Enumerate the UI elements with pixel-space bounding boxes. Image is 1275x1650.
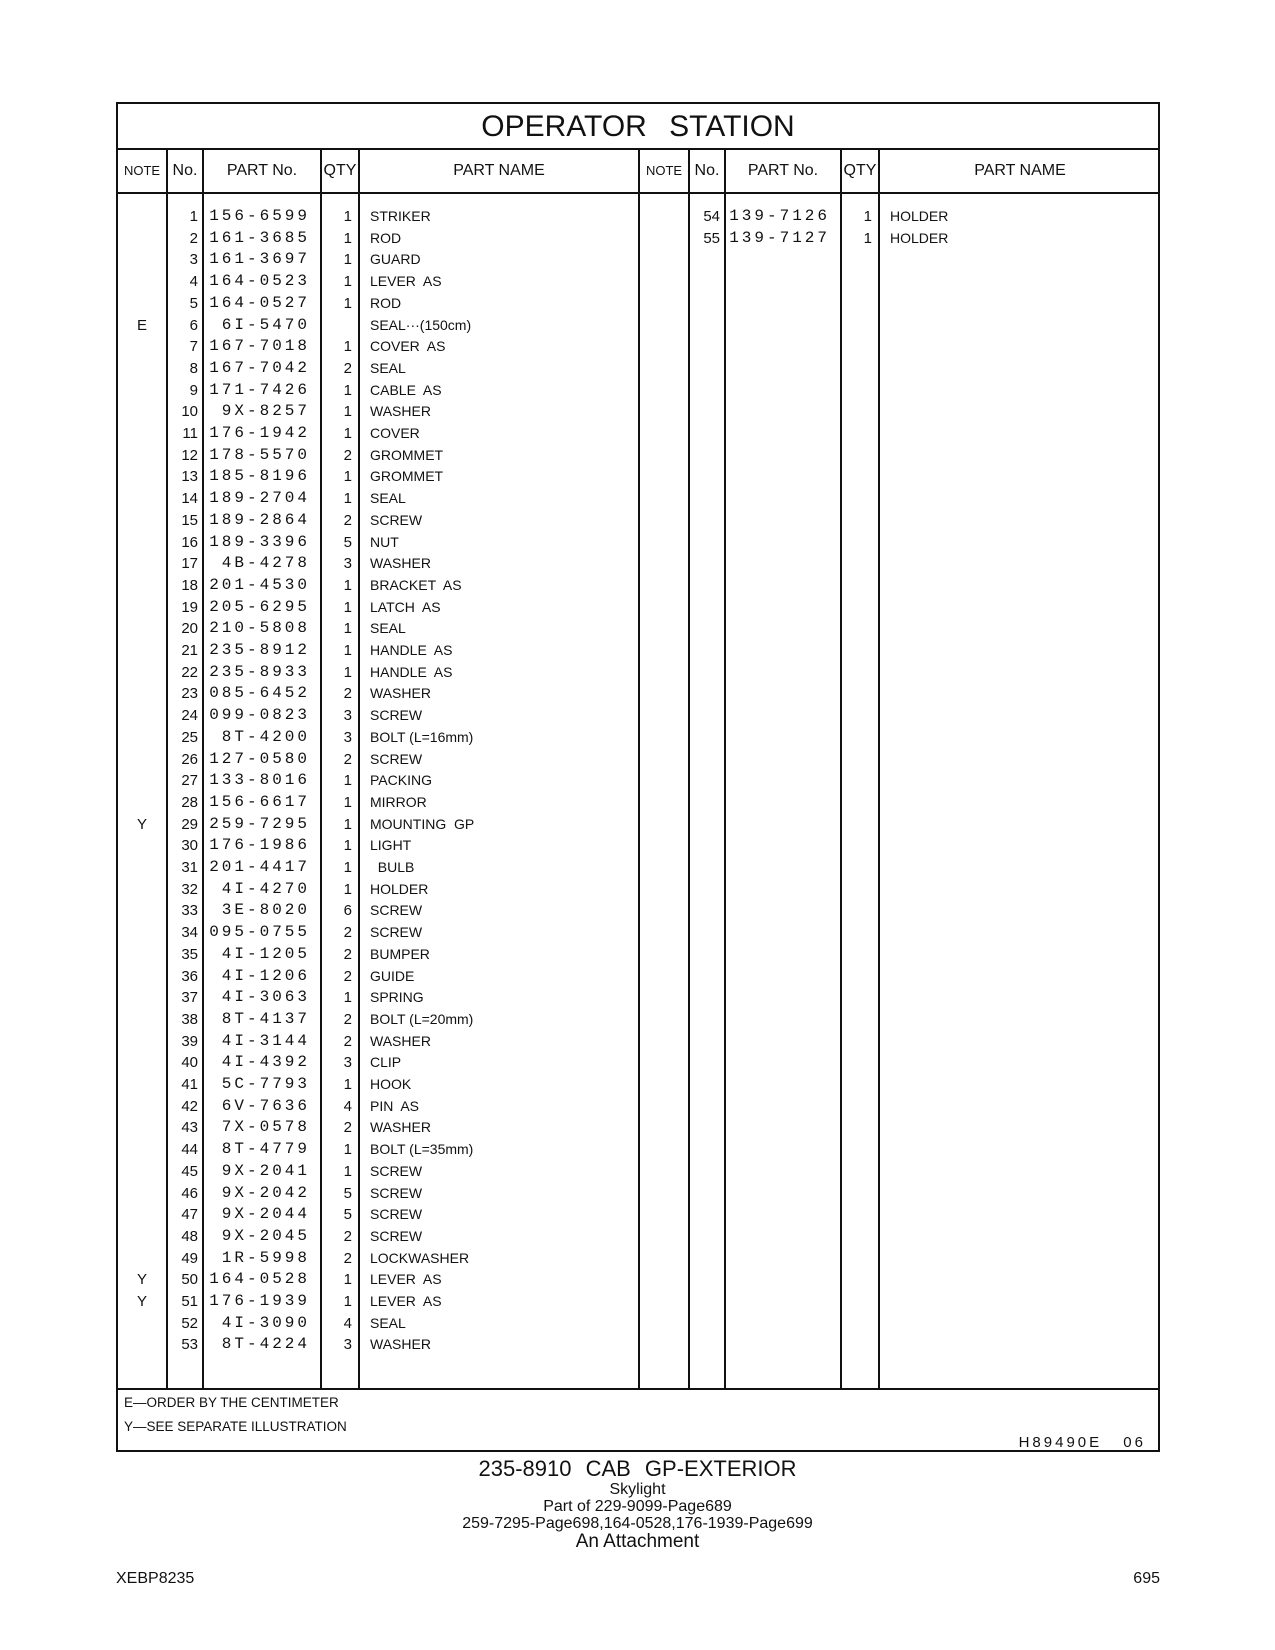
left-row-pn: 189-2864 bbox=[209, 510, 310, 529]
left-row-note bbox=[118, 770, 166, 791]
left-row-qty: 2 bbox=[343, 967, 352, 985]
left-row-no: 45 bbox=[181, 1162, 198, 1180]
left-row-name: SEAL bbox=[370, 620, 406, 637]
left-row-qty: 1 bbox=[343, 859, 352, 876]
left-row-note bbox=[118, 423, 166, 444]
left-row-note bbox=[118, 879, 166, 900]
left-row-pn: 9X-2042 bbox=[221, 1183, 310, 1202]
left-row-no: 38 bbox=[181, 1010, 198, 1028]
left-row-pn: 4I-4270 bbox=[221, 879, 310, 898]
left-row-qty: 1 bbox=[343, 1141, 352, 1159]
left-row-pn: 4I-3144 bbox=[221, 1031, 310, 1050]
left-row-qty: 1 bbox=[343, 576, 352, 594]
right-row-note bbox=[640, 228, 688, 249]
left-row-no: 2 bbox=[189, 229, 198, 247]
left-row-note bbox=[118, 1334, 166, 1355]
left-row-no: 6 bbox=[189, 316, 198, 334]
left-row-name: BOLT (L=20mm) bbox=[370, 1010, 474, 1027]
header-qty-right: QTY bbox=[843, 162, 877, 179]
left-row-no: 3 bbox=[189, 251, 198, 269]
left-row-pn: 4B-4278 bbox=[221, 554, 310, 573]
left-row-note bbox=[118, 228, 166, 249]
caption-line: Skylight bbox=[609, 1481, 666, 1498]
left-row-pn: 4I-3063 bbox=[221, 988, 310, 1007]
table-title: OPERATOR STATION bbox=[118, 104, 1158, 150]
left-row-no: 49 bbox=[181, 1249, 198, 1267]
left-row-note bbox=[118, 358, 166, 379]
left-row-name: LATCH AS bbox=[370, 598, 441, 615]
left-row-name: HOLDER bbox=[370, 880, 429, 897]
left-row-qty: 2 bbox=[343, 1227, 352, 1245]
left-row-qty: 5 bbox=[343, 1184, 352, 1202]
left-row-note bbox=[118, 792, 166, 813]
left-row-name: GROMMET bbox=[370, 446, 444, 463]
left-row-name: CABLE AS bbox=[370, 381, 442, 398]
left-row-name: HANDLE AS bbox=[370, 663, 453, 680]
left-row-name: SCREW bbox=[370, 902, 423, 919]
left-row-no: 27 bbox=[181, 772, 198, 790]
left-row-qty: 1 bbox=[343, 772, 352, 790]
left-row-no: 9 bbox=[189, 381, 198, 399]
left-row-qty: 2 bbox=[343, 924, 352, 942]
left-row-note bbox=[118, 1204, 166, 1225]
left-row-no: 46 bbox=[181, 1184, 198, 1202]
left-row-qty: 1 bbox=[343, 989, 352, 1007]
left-row-pn: 133-8016 bbox=[209, 771, 310, 790]
left-row-pn: 127-0580 bbox=[209, 749, 310, 768]
left-row-note: Y bbox=[136, 815, 147, 833]
left-row-name: SCREW bbox=[370, 707, 423, 724]
left-row-note bbox=[118, 1248, 166, 1269]
left-row-pn: 6I-5470 bbox=[221, 315, 310, 334]
left-row-pn: 176-1986 bbox=[209, 836, 310, 855]
left-row-note bbox=[118, 683, 166, 704]
left-row-pn: 235-8912 bbox=[209, 641, 310, 659]
left-row-qty: 1 bbox=[343, 381, 352, 399]
left-row-qty: 3 bbox=[343, 555, 352, 573]
left-row-note bbox=[118, 944, 166, 965]
left-row-qty: 1 bbox=[343, 403, 352, 421]
left-row-qty: 2 bbox=[343, 1249, 352, 1267]
left-row-note bbox=[118, 1139, 166, 1160]
left-row-no: 14 bbox=[181, 490, 198, 508]
left-row-name: GROMMET bbox=[370, 468, 444, 485]
left-row-qty: 1 bbox=[343, 251, 352, 269]
left-row-no: 29 bbox=[181, 815, 198, 833]
left-row-pn: 6V-7636 bbox=[221, 1096, 310, 1115]
left-row-qty: 1 bbox=[343, 815, 352, 833]
left-row-qty: 1 bbox=[343, 468, 352, 486]
left-row-qty: 2 bbox=[343, 1032, 352, 1050]
left-row-pn: 178-5570 bbox=[209, 445, 310, 464]
left-row-no: 5 bbox=[189, 294, 198, 312]
table-body bbox=[118, 196, 1158, 1390]
left-row-name: SCREW bbox=[370, 750, 423, 767]
left-row-qty: 1 bbox=[343, 294, 352, 312]
left-row-qty: 2 bbox=[343, 359, 352, 377]
left-row-name: BUMPER bbox=[370, 945, 430, 962]
left-row-qty: 1 bbox=[343, 1293, 352, 1310]
left-row-pn: 161-3697 bbox=[209, 250, 310, 269]
left-row-note bbox=[118, 705, 166, 726]
right-row-name: HOLDER bbox=[890, 208, 949, 224]
left-row-note bbox=[118, 749, 166, 770]
table-footer bbox=[118, 1388, 1158, 1452]
left-row-qty: 1 bbox=[343, 490, 352, 508]
document-id: XEBP8235 bbox=[116, 1570, 195, 1587]
caption-line: Part of 229-9099-Page689 bbox=[543, 1498, 732, 1515]
header-partno-left: PART No. bbox=[226, 162, 298, 179]
left-row-name: LEVER AS bbox=[370, 1271, 442, 1288]
left-row-no: 30 bbox=[181, 837, 198, 855]
left-row-note bbox=[118, 336, 166, 357]
left-row-name: LEVER AS bbox=[370, 1293, 442, 1309]
left-row-qty: 1 bbox=[343, 1076, 352, 1093]
left-row-name: CLIP bbox=[370, 1054, 402, 1071]
left-row-no: 8 bbox=[189, 359, 198, 377]
left-row-pn: 156-6617 bbox=[209, 792, 310, 811]
left-row-qty: 2 bbox=[343, 1119, 352, 1137]
left-row-pn: 210-5808 bbox=[209, 619, 310, 638]
left-row-name: BOLT (L=35mm) bbox=[370, 1141, 474, 1158]
left-row-note bbox=[118, 1031, 166, 1052]
left-row-note bbox=[118, 1226, 166, 1247]
left-row-no: 31 bbox=[181, 859, 198, 876]
left-row-pn: 1R-5998 bbox=[221, 1248, 310, 1267]
right-row-pn: 139-7127 bbox=[729, 228, 830, 247]
left-row-pn: 4I-4392 bbox=[221, 1053, 310, 1072]
left-row-note bbox=[118, 401, 166, 422]
left-row-pn: 171-7426 bbox=[209, 380, 310, 399]
left-row-qty: 1 bbox=[343, 1162, 352, 1180]
right-row-name: HOLDER bbox=[890, 229, 949, 246]
left-row-name: MIRROR bbox=[370, 793, 427, 810]
left-row-no: 32 bbox=[181, 880, 198, 898]
left-row-qty: 3 bbox=[343, 1336, 352, 1354]
left-row-note bbox=[118, 857, 166, 878]
left-row-qty: 3 bbox=[343, 707, 352, 725]
left-row-name: STRIKER bbox=[370, 208, 431, 224]
left-row-note bbox=[118, 987, 166, 1008]
left-row-pn: 201-4417 bbox=[209, 858, 310, 876]
left-row-note bbox=[118, 249, 166, 270]
left-row-pn: 4I-1206 bbox=[221, 966, 310, 985]
right-row-pn: 139-7126 bbox=[729, 207, 830, 225]
left-row-name: HANDLE AS bbox=[370, 642, 453, 658]
left-row-no: 13 bbox=[181, 468, 198, 486]
left-row-qty bbox=[322, 315, 352, 336]
right-row-no: 54 bbox=[703, 208, 720, 225]
left-row-note bbox=[118, 206, 166, 227]
left-row-note bbox=[118, 1117, 166, 1138]
left-row-name: SEAL bbox=[370, 359, 406, 376]
left-row-name: PACKING bbox=[370, 772, 432, 789]
right-row-note bbox=[640, 206, 688, 227]
left-row-note: E bbox=[136, 316, 147, 334]
left-row-no: 23 bbox=[181, 685, 198, 703]
left-row-note: Y bbox=[136, 1293, 147, 1310]
left-row-qty: 5 bbox=[343, 533, 352, 551]
left-row-no: 28 bbox=[181, 793, 198, 811]
left-row-pn: 4I-1205 bbox=[221, 944, 310, 963]
left-row-pn: 259-7295 bbox=[209, 814, 310, 833]
left-row-qty: 1 bbox=[343, 880, 352, 898]
left-row-qty: 1 bbox=[343, 793, 352, 811]
left-row-name: WASHER bbox=[370, 1032, 431, 1049]
left-row-qty: 2 bbox=[343, 1010, 352, 1028]
left-row-qty: 2 bbox=[343, 446, 352, 464]
left-row-name: SPRING bbox=[370, 989, 424, 1006]
left-row-qty: 6 bbox=[343, 902, 352, 920]
left-row-qty: 2 bbox=[343, 945, 352, 963]
left-row-name: WASHER bbox=[370, 403, 431, 420]
left-row-qty: 3 bbox=[343, 1054, 352, 1072]
left-row-note bbox=[118, 966, 166, 987]
left-row-pn: 9X-8257 bbox=[221, 402, 310, 421]
left-row-pn: 164-0523 bbox=[209, 272, 310, 291]
left-row-name: BOLT (L=16mm) bbox=[370, 728, 474, 745]
left-row-note bbox=[118, 835, 166, 856]
header-no-right: No. bbox=[694, 162, 720, 179]
left-row-no: 7 bbox=[189, 338, 198, 356]
left-row-name: SCREW bbox=[370, 1227, 423, 1244]
left-row-no: 24 bbox=[181, 707, 198, 725]
left-row-note bbox=[118, 1161, 166, 1182]
left-row-qty: 5 bbox=[343, 1206, 352, 1224]
left-row-no: 25 bbox=[181, 728, 198, 746]
left-row-no: 36 bbox=[181, 967, 198, 985]
left-row-qty: 4 bbox=[343, 1097, 352, 1115]
left-row-no: 11 bbox=[182, 425, 198, 442]
left-row-no: 18 bbox=[181, 576, 198, 594]
left-row-note bbox=[118, 900, 166, 921]
left-row-name: NUT bbox=[370, 533, 399, 550]
left-row-pn: 099-0823 bbox=[209, 706, 310, 725]
left-row-pn: 164-0528 bbox=[209, 1270, 310, 1289]
left-row-note bbox=[118, 1009, 166, 1030]
left-row-no: 39 bbox=[181, 1032, 198, 1050]
left-row-pn: 9X-2041 bbox=[221, 1161, 310, 1180]
left-row-name: WASHER bbox=[370, 685, 431, 702]
left-row-no: 50 bbox=[181, 1271, 198, 1289]
left-row-qty: 1 bbox=[343, 598, 352, 616]
left-row-no: 15 bbox=[181, 511, 198, 529]
left-row-name: PIN AS bbox=[370, 1097, 420, 1114]
left-row-no: 47 bbox=[181, 1206, 198, 1224]
left-row-pn: 176-1942 bbox=[209, 424, 310, 442]
left-row-no: 48 bbox=[181, 1227, 198, 1245]
left-row-qty: 2 bbox=[343, 685, 352, 703]
header-no-left: No. bbox=[172, 162, 198, 179]
left-row-note bbox=[118, 640, 166, 661]
left-row-no: 34 bbox=[181, 924, 198, 942]
footnote-e: E—ORDER BY THE CENTIMETER bbox=[124, 1395, 339, 1410]
left-row-qty: 2 bbox=[343, 750, 352, 768]
left-row-name: COVER bbox=[370, 425, 420, 441]
left-row-name: COVER AS bbox=[370, 338, 446, 355]
left-row-no: 43 bbox=[181, 1119, 198, 1137]
left-row-qty: 4 bbox=[343, 1314, 352, 1332]
left-row-pn: 156-6599 bbox=[209, 207, 310, 225]
left-row-note bbox=[118, 466, 166, 487]
caption-line: An Attachment bbox=[575, 1531, 700, 1552]
left-row-no: 1 bbox=[189, 208, 198, 225]
left-row-note bbox=[118, 445, 166, 466]
left-row-note bbox=[118, 1313, 166, 1334]
left-row-pn: 8T-4137 bbox=[221, 1009, 310, 1028]
left-row-qty: 1 bbox=[343, 642, 352, 659]
page-number: 695 bbox=[1133, 1570, 1160, 1587]
right-row-no: 55 bbox=[703, 229, 720, 247]
left-row-name: MOUNTING GP bbox=[370, 815, 475, 832]
left-row-no: 42 bbox=[181, 1097, 198, 1115]
left-row-qty: 1 bbox=[343, 837, 352, 855]
left-row-name: WASHER bbox=[370, 1336, 431, 1353]
left-row-name: ROD bbox=[370, 229, 402, 246]
caption-line: 259-7295-Page698,164-0528,176-1939-Page699 bbox=[462, 1515, 813, 1532]
left-row-note bbox=[118, 488, 166, 509]
illustration-code: H89490E 06 bbox=[1018, 1434, 1146, 1451]
left-row-pn: 085-6452 bbox=[209, 684, 310, 703]
left-row-name: WASHER bbox=[370, 1119, 431, 1136]
left-row-no: 37 bbox=[181, 989, 198, 1007]
left-row-note bbox=[118, 662, 166, 683]
left-row-no: 53 bbox=[181, 1336, 198, 1354]
left-row-pn: 235-8933 bbox=[209, 662, 310, 681]
left-row-note bbox=[118, 510, 166, 531]
left-row-name: SCREW bbox=[370, 924, 423, 941]
left-row-no: 35 bbox=[181, 945, 198, 963]
left-row-name: LIGHT bbox=[370, 837, 412, 854]
left-row-pn: 9X-2044 bbox=[221, 1205, 310, 1224]
left-row-note bbox=[118, 553, 166, 574]
header-note-right: NOTE bbox=[645, 163, 683, 178]
left-row-name: BULB bbox=[370, 859, 415, 875]
left-row-name: SEAL bbox=[370, 490, 406, 507]
left-row-pn: 189-3396 bbox=[209, 532, 310, 551]
left-row-qty: 1 bbox=[343, 425, 352, 442]
left-row-no: 44 bbox=[181, 1141, 198, 1159]
left-row-note bbox=[118, 1074, 166, 1095]
left-row-pn: 095-0755 bbox=[209, 923, 310, 942]
left-row-no: 10 bbox=[181, 403, 198, 421]
left-row-pn: 167-7018 bbox=[209, 337, 310, 356]
parts-table bbox=[116, 102, 1160, 1452]
left-row-qty: 3 bbox=[343, 728, 352, 746]
left-row-pn: 7X-0578 bbox=[221, 1118, 310, 1137]
left-row-note bbox=[118, 1052, 166, 1073]
header-partno-right: PART No. bbox=[747, 162, 819, 179]
left-row-no: 4 bbox=[189, 273, 198, 291]
left-row-no: 26 bbox=[181, 750, 198, 768]
left-row-pn: 161-3685 bbox=[209, 228, 310, 247]
left-row-qty: 1 bbox=[343, 620, 352, 638]
left-row-name: LEVER AS bbox=[370, 273, 442, 290]
left-row-pn: 176-1939 bbox=[209, 1292, 310, 1310]
header-partname-left: PART NAME bbox=[453, 162, 545, 179]
left-row-no: 20 bbox=[181, 620, 198, 638]
left-row-no: 51 bbox=[181, 1293, 198, 1310]
left-row-pn: 8T-4200 bbox=[221, 727, 310, 746]
left-row-pn: 189-2704 bbox=[209, 489, 310, 508]
left-row-qty: 1 bbox=[343, 1271, 352, 1289]
header-partname-right: PART NAME bbox=[974, 162, 1066, 179]
left-row-no: 17 bbox=[181, 555, 198, 573]
left-row-no: 52 bbox=[181, 1314, 198, 1332]
left-row-note bbox=[118, 380, 166, 401]
left-row-no: 19 bbox=[181, 598, 198, 616]
left-row-pn: 8T-4779 bbox=[221, 1140, 310, 1159]
left-row-no: 12 bbox=[181, 446, 198, 464]
left-row-qty: 1 bbox=[343, 208, 352, 225]
left-row-name: ROD bbox=[370, 294, 402, 311]
left-row-no: 22 bbox=[181, 663, 198, 681]
left-row-note bbox=[118, 727, 166, 748]
left-row-no: 16 bbox=[181, 533, 198, 551]
left-row-name: GUARD bbox=[370, 251, 421, 268]
right-row-qty: 1 bbox=[863, 208, 872, 225]
header-qty-left: QTY bbox=[323, 162, 357, 179]
left-row-pn: 185-8196 bbox=[209, 467, 310, 486]
left-row-name: HOOK bbox=[370, 1076, 412, 1092]
left-row-pn: 4I-3090 bbox=[221, 1313, 310, 1332]
group-caption: 235-8910 CAB GP-EXTERIOR bbox=[478, 1456, 797, 1481]
left-row-name: SCREW bbox=[370, 1162, 423, 1179]
left-row-name: SCREW bbox=[370, 1184, 423, 1201]
left-row-name: WASHER bbox=[370, 555, 431, 572]
right-row-qty: 1 bbox=[863, 229, 872, 247]
left-row-qty: 1 bbox=[343, 273, 352, 291]
left-row-pn: 9X-2045 bbox=[221, 1226, 310, 1245]
left-row-pn: 201-4530 bbox=[209, 575, 310, 594]
left-row-name: SEAL···(150cm) bbox=[370, 316, 472, 333]
left-row-note bbox=[118, 618, 166, 639]
left-row-name: LOCKWASHER bbox=[370, 1249, 470, 1266]
left-row-note bbox=[118, 922, 166, 943]
left-row-pn: 5C-7793 bbox=[221, 1075, 310, 1093]
left-row-no: 33 bbox=[181, 902, 198, 920]
left-row-name: SCREW bbox=[370, 511, 423, 528]
left-row-pn: 3E-8020 bbox=[221, 901, 310, 920]
left-row-no: 21 bbox=[181, 642, 198, 659]
left-row-name: SEAL bbox=[370, 1314, 406, 1331]
header-note-left: NOTE bbox=[123, 163, 161, 178]
left-row-qty: 1 bbox=[343, 338, 352, 356]
left-row-note bbox=[118, 1096, 166, 1117]
left-row-qty: 1 bbox=[343, 229, 352, 247]
left-row-name: GUIDE bbox=[370, 967, 415, 984]
left-row-no: 40 bbox=[181, 1054, 198, 1072]
left-row-qty: 1 bbox=[343, 663, 352, 681]
left-row-no: 41 bbox=[181, 1076, 198, 1093]
footnote-y: Y—SEE SEPARATE ILLUSTRATION bbox=[124, 1419, 347, 1434]
left-row-note bbox=[118, 575, 166, 596]
left-row-note bbox=[118, 271, 166, 292]
left-row-name: SCREW bbox=[370, 1206, 423, 1223]
left-row-name: BRACKET AS bbox=[370, 576, 462, 593]
left-row-note: Y bbox=[136, 1271, 147, 1289]
left-row-note bbox=[118, 597, 166, 618]
left-row-note bbox=[118, 532, 166, 553]
left-row-pn: 8T-4224 bbox=[221, 1335, 310, 1354]
left-row-note bbox=[118, 1183, 166, 1204]
left-row-pn: 205-6295 bbox=[209, 597, 310, 616]
left-row-pn: 167-7042 bbox=[209, 358, 310, 377]
left-row-pn: 164-0527 bbox=[209, 293, 310, 312]
left-row-note bbox=[118, 293, 166, 314]
left-row-qty: 2 bbox=[343, 511, 352, 529]
